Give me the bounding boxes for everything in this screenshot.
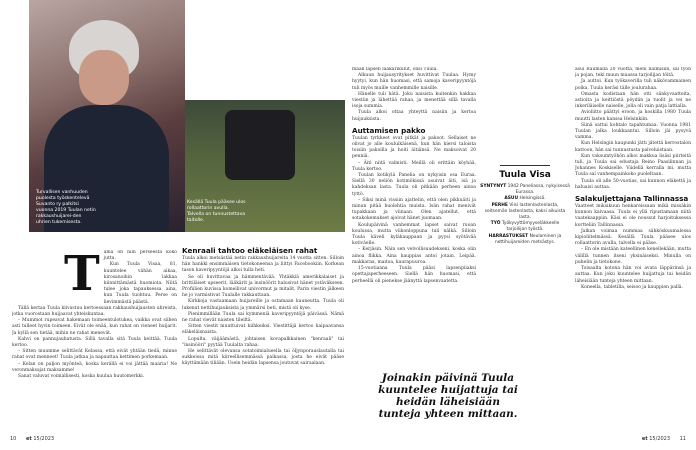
footer-right [642,436,686,443]
paragraph: Koneella, tabletilla, seisoo ja kauppien pallä. [581,284,683,290]
paragraph: – Äiti niitä valmisti. Meillä oli erittäin köyhää, Tuula kertoo. [352,160,476,172]
fact-row: SYNTYNYT 1942 Paneliassa, nykyisessä Eurassa. [480,184,570,196]
paragraph: Se oli huvittavaa ja hämmentävää. Yhtäkkiä amerikkalaiset ja brittiläiset upseerit, lääkärit ja insinöörit halusivat hänet ystäväkseen. Profiilien kuvissa komeilivat univormut ja mitalit. Parin viestin jälkeen he jo varmistivat Tuulalle rakkauttaan. [182,274,344,299]
issue-number: 15/2023 [33,436,55,442]
drop-cap: T [64,250,100,302]
photo-caption: Turvallisen vanhuuden puolesta työskentelevä Suvanto ry palkitsi vuonna 2019 Tuulan netin rakkaushuijarei-den uhrien tukemisesta. [36,190,96,225]
paragraph: Sanat valuvat voimallisesti, koska kuulua huutomerkki. [18,374,145,380]
paragraph: Koulupäivinä vanhemmat lapset saivat ruoan koulussa, mutta viikonloppuna tuli nälkä. Silloin Tuula käveli kyläkauppaan ja pyysi syötävää kotiväelle. [352,222,476,247]
paragraph: Tuula alkoi metsästää netin rakkaushuijareita 14 vuotta sitten. Silloin hän hankki ensimmäisen tietokoneensa ja liittyi Facebookiin. Korkean tason kaveripyyntöjä alkoi tulla heti. [182,256,344,274]
portrait-photo [29,0,185,232]
paragraph: Tuula oli alle 50-vuotias, sai kunnon eläkettä ja haluaisi auttaa. [575,178,691,190]
paragraph: Avioliitto päättyi eroon, ja koskilla 1980 Tuula muutti lasten kanssa Helsinkiin. [575,110,691,122]
paragraph: Hänelle tuli hätä. Joku naisista kuitenkin hakkaa viestiin ja lähettää rahaa, ja menettää sillä tavalla isoja summia. [352,91,476,110]
photo-caption: Kesällä Tuula pääsee ulos rollaattorin avulla. Talvella on tunnustettava taitolle. [187,200,246,223]
paragraph: Kun Tuula Visaa, 81, kuuntelee vähän aikaa, kirosanoihin lakkaa kiinnittämästä huomiota. Niitä tulee joka tapauksessa aina, kun Tuula tuohtuu. Perse on lievimmästä päästä. [103,262,177,305]
page-number: 10 [10,436,17,442]
paragraph: – En ole mistään kateellinen kenellekään, mutta välillä tunnen itseni yksinäiseksi. Minulla on puhelin ja tietokone. [575,247,691,265]
paragraph: Kun Helsingin kaupunki jätti jätettä kerrostalon kattoon, hän sai tunnustusta palveluistaan. [575,141,691,153]
outdoor-photo [185,100,345,232]
paragraph: Tuula alkoi ottaa yhteyttä naisiin ja kertoa huijauksista. [352,110,476,122]
section-heading: Kenraali tahtoo eläkeläisen rahat [182,246,318,255]
fact-box [480,165,570,246]
paragraph: ämä on niin perseestä koko juttu. [103,250,177,262]
paragraph: Tuulan kotikylä Panelia on nykyisin osa Euraa. Siellä 30 neliön kotimökissä asuivat äiti, isä ja kahdeksan lasta. Tuula oli pitkään perheen ainoa tyttö. [352,173,476,197]
section-heading: Auttamisen pakko [352,125,426,135]
paragraph: Pienimmillään Tuula sai kymmeniä kaveripyyntöjä päivässä. Nämä ne rahat vievät naisten tileiltä. [182,311,344,324]
paragraph: Jalkan voimaa nummaa sähköskuumalessa kipioliitelmässä. Kesällä Tuula pääsee ulos rollaattorin avulla, talvella ei pääse. [575,228,691,247]
paragraph: Kirkkoja vastaamaan huijareille ja ostamaan kauneutta. Tuula oli lukenut nettihuijauksista ja ymmärsi heti, mistä oli kyse. [182,299,344,311]
paragraph: Tuulan tyrkkeet ovat pitkät ja pakoot. Sellaiset ne olivat jo alle kouluikäisenä, kun hän kiersi taloista toisiin pakoilla ja hoiti äitiänsä. Ne maksoivat 20 penniä. [352,135,476,160]
paragraph: asui Raumalla 20 vuotta, meni naimisiin, sai työn ja pojan, teki muun muassa tarjoilijan töitä. [575,67,691,79]
paragraph: – Kerjäsin. Näin sen velvollisuudekseni, koska olin ainoa flikka. Aina kauppias antoi jotain. Leipää, makkaraa, maitoa, kaurapuuroa. [352,247,476,265]
paragraph: – Siksi minä vissiin ajattelin, että olen pikkuäiti ja minun pitää huolehtia muista. Isän rahat menivät tupakkaan ja viinaan. Olen ajatellut, että sotakokemukset ajoivat hänet juomaan. [352,197,476,222]
footer-left [10,436,54,443]
section-heading: Salakuljettajana Tallinnassa [575,194,689,204]
article-column-4 [575,67,691,425]
paragraph: Lopulta, väijäämästä, johtaisen kovapalkkainen "kenraali" tai "insinööri" pyytää Tuulalta rahaa. [182,336,344,348]
fact-row: ASUU Helsingissä. [504,196,546,202]
paragraph: – Sitten muumme selittävät Kelassa, että eivät yhtään tiedä, minne rahat ovat menneet! Tuula jatkaa ja napauttaa kettimen porkemaan. [12,349,177,361]
paragraph: Omasta kodistaan hän otti sänkyvaatteita, astioita ja keittiöstä pöydän ja tuolit ja vei ne inkeriläiselle naiselle, jolla oli vain patja lattialla. [575,91,691,110]
fact-box-title: Tuula Visa [499,170,551,180]
page-number: 11 [679,436,686,442]
paragraph: – Kelan on paljon myönteä, koska kerällä ei voi jättää maaria! Ne veronmaksajat maksamme! [12,361,177,373]
paragraph: Siinä sattui kohtalo tapahtumaa. Vuonna 1981 Tuulan jalka loukkaantui. Silloin jäi pysyvä vamma. [575,122,691,141]
fact-row: HARRASTUKSET Neulominen ja nettihuijareiden metsästys. [488,233,562,245]
issue-number: 15/2023 [649,436,671,442]
pull-quote: Joinakin päivinä Tuula kuuntelee huijattuja tai heidän läheisiään tunteja yhteen mittaan. [378,372,518,420]
paragraph: Tällä kertaa Tuula kiivastuu kertoessaan rakkaushuijausten uhreista, jotka vuorostaan huijaavat yhteiskuntaa. [12,305,177,318]
magazine-name: et [641,436,648,442]
paragraph: Ja auttoi. Kun työkaverilla tuli näkövammainen poika, Tuula keräsi tälle joulurahaa. [575,79,691,91]
paragraph: maan lapsen lääkärikulut, olisi Tuula. [352,67,438,72]
paragraph: – Mummot rupeavat hakemaan toimeentulotukea, vaikka ovat siihen asti tulleet hyvin toimeen. Eivät ole enää, kun rahat on vieneet huijarit. Ja kyllä sen tietää, mihin ne rahat menevät. [12,318,177,336]
article-column-3 [352,67,476,357]
fact-row: TYÖ Työkyvyttömyyseläkkeelle tarjoilijan työstä. [490,221,560,233]
paragraph: Toisaalta kotona hän voi avata läppärinsä ja auttaa. Kun joku kuuntelee huijattuja tai heidän läheisiään tunteja yhteen mittaan. [575,266,691,284]
magazine-name: et [25,436,32,442]
paragraph: Kahvi on pannujauhatusta. Sillä tavalla sitä Tuula keittää, Tuula kertoo. [12,336,177,349]
paragraph: Alkuun huijausyritykset huvittivat Tuulaa. Hymy hyytyi, kun hän huomasi, että samoja kaveripyyntöjä tuli myös muille vanhemmille naisille. [352,73,476,91]
paragraph: 15-vuotiaana Tuula pääsi lapsenpiiaksi opettajaperheeseen. Siellä hän huomasi, että perheellä oli pienekse jäänyttä lapsenvaatetta. [352,266,476,284]
paragraph: Sitten viestit muuttuivat kiihkeiksi. Viestittäjä kertoo kaipaavansa eläkeläisnaista. [182,324,344,336]
paragraph: Vaatteet miksikuun henkareissaan mikä missäkin kunnon kaivaasa. Tuula ei yllä ripustamaan niitä vaatekaappiin. Käsi ei ole noussut harjoituksessa kortteliin Tallinnassa. [575,204,691,228]
fact-row: PERHE Viisi lastenlastenlasta, seitsemän lastenlasta, kaksi aikuista lasta. [484,202,566,221]
article-column-1 [12,250,177,425]
article-column-2 [182,246,344,426]
paragraph: Kun vaksumtyöhön alkoi makkua lisäsi piirteitä tuli, ja Tuula sai edustaja Reino Paasilinnan ja Johannes Koskiselle. Viidellä kerralla mi, mutta Tuula sai vanhempainkoko puoleltaan. [575,153,691,178]
paragraph: He selittävät olevansa sotatoimialueella tai öljynporauslautalla tai sukkeissa mitä kiireellisemmässä paikassa, josta he eivät pääse käyttämään tiliään. Usein heidän lapsensa joutuvat sairaalaan. [182,349,344,367]
